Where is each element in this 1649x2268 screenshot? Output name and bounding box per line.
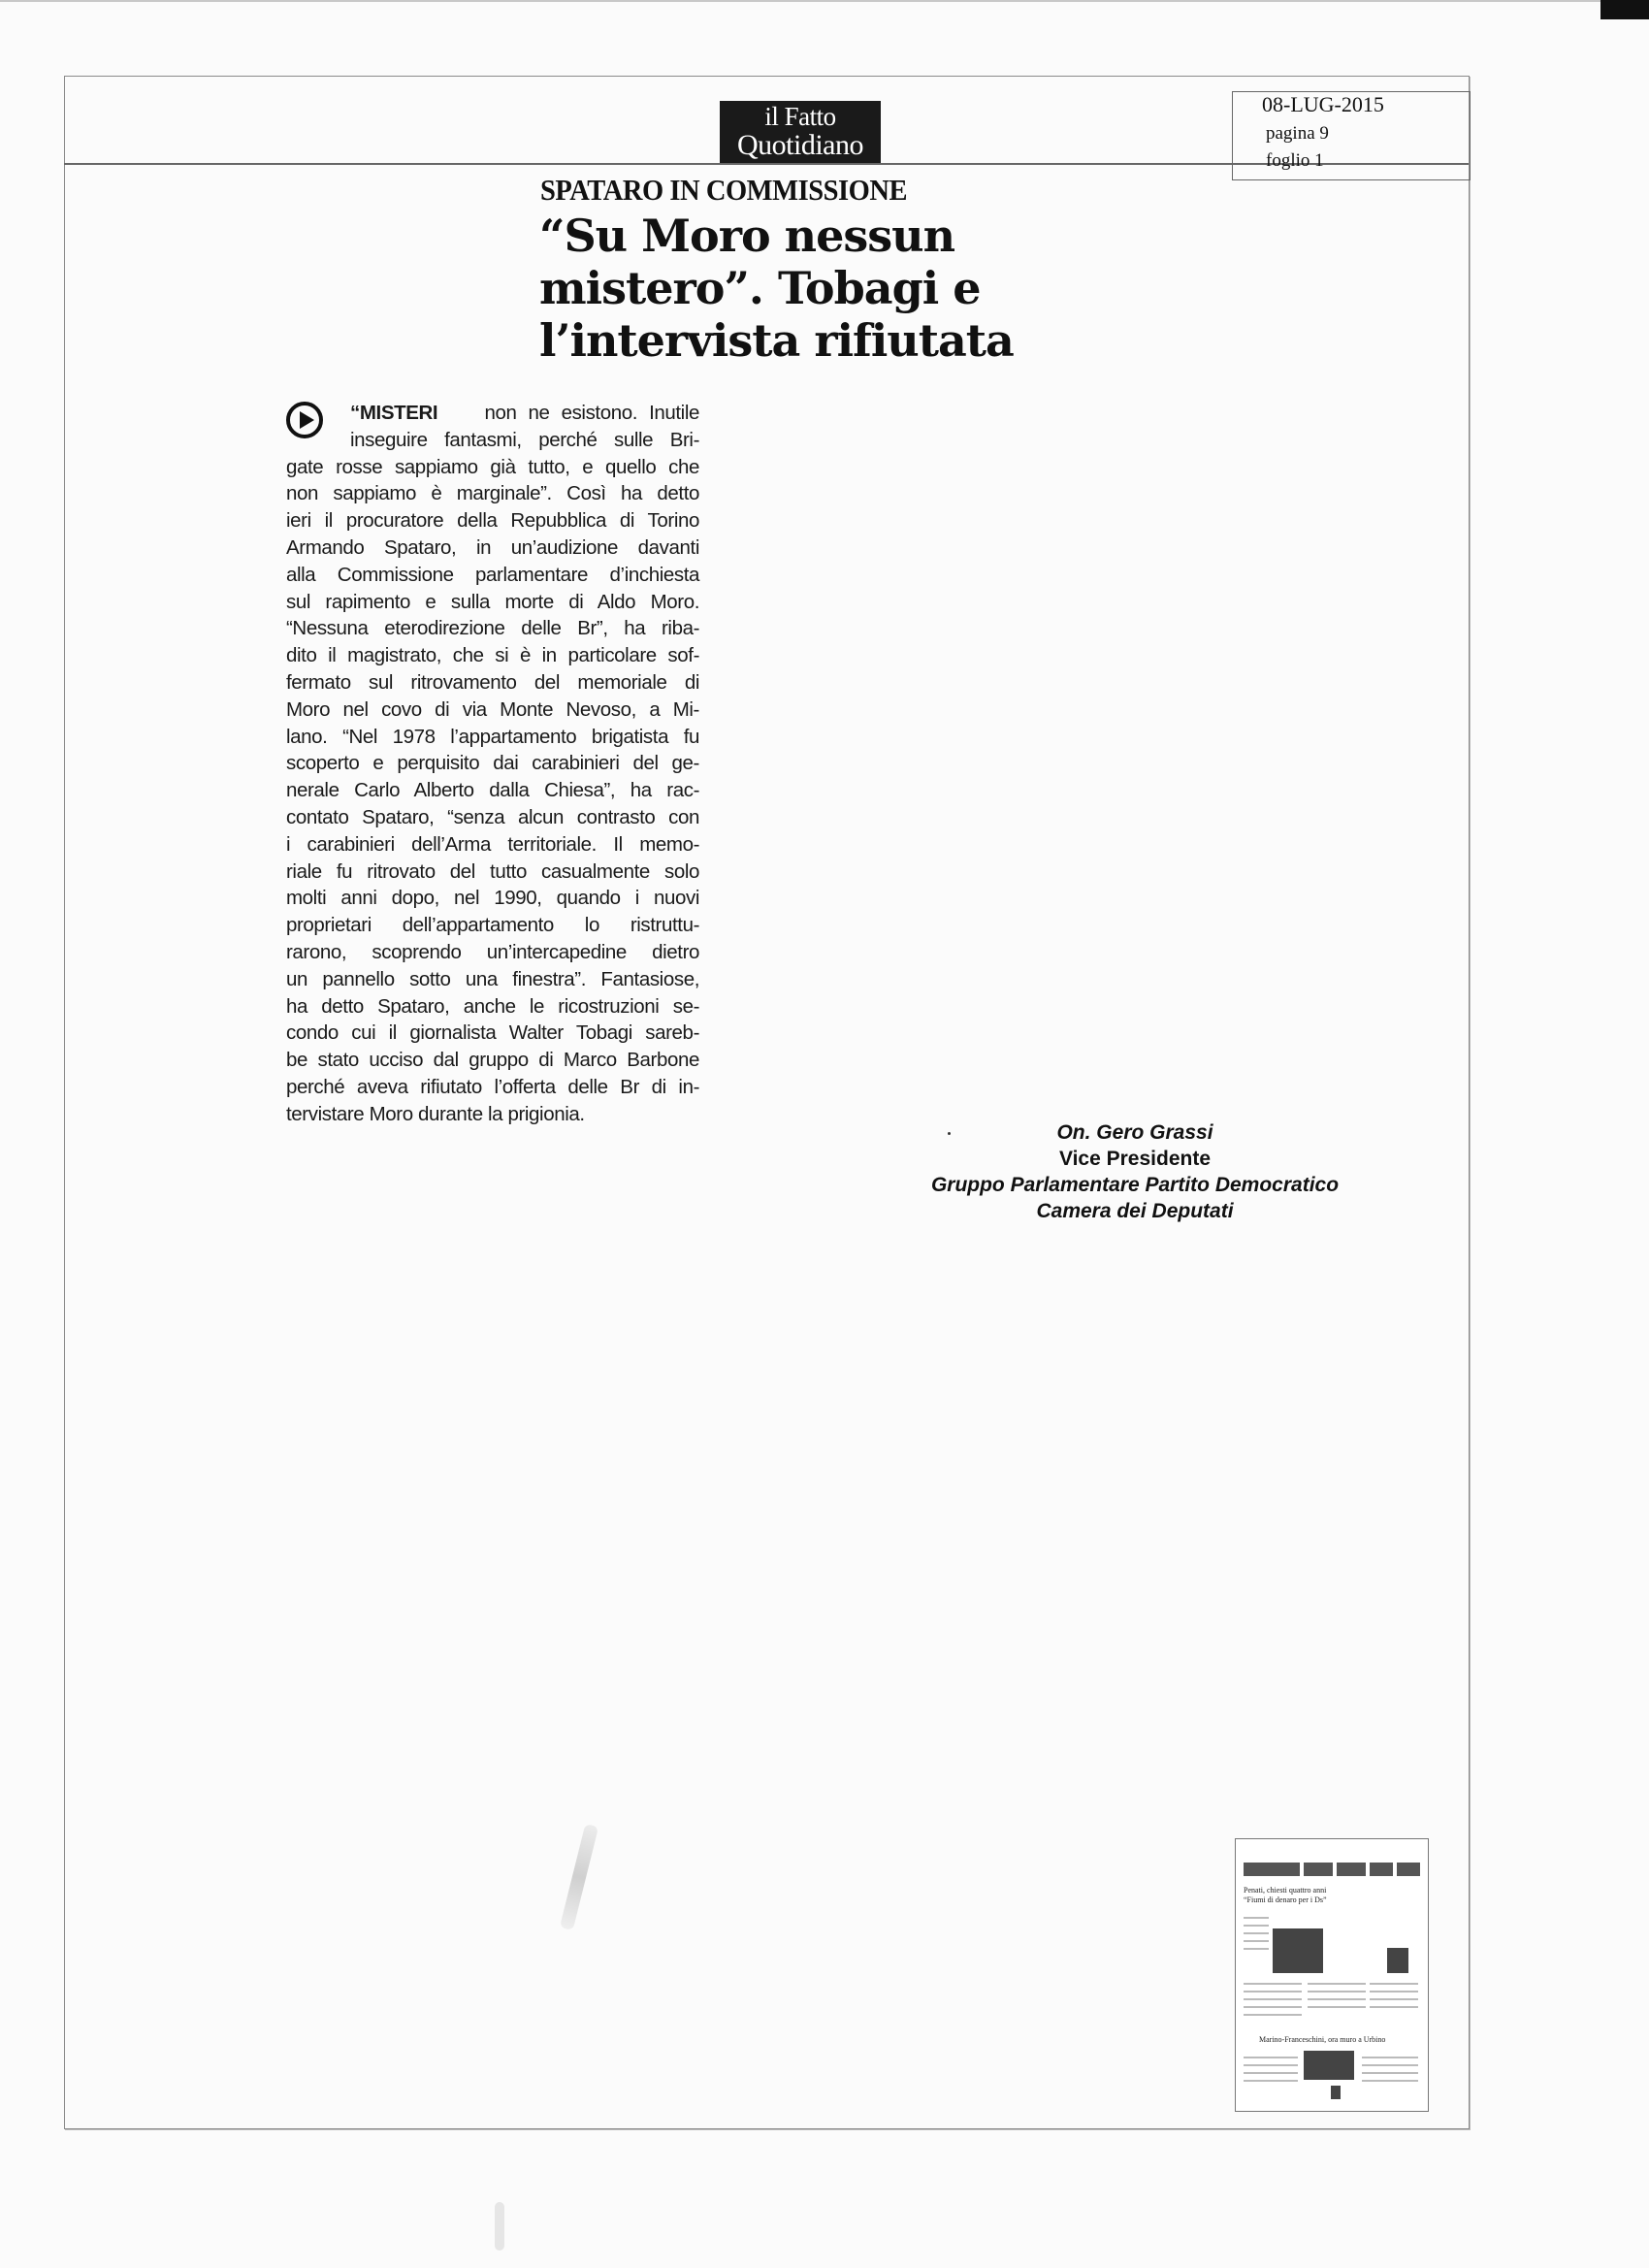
headline-line: mistero”. Tobagi e bbox=[539, 262, 981, 314]
signature-role: Vice Presidente bbox=[1058, 1148, 1212, 1170]
page-thumbnail bbox=[1235, 1838, 1429, 2112]
thumb-text-line bbox=[1370, 2006, 1418, 2008]
thumb-text-line bbox=[1308, 1991, 1366, 1993]
thumb-text-line bbox=[1244, 2072, 1298, 2074]
scan-smudge bbox=[495, 2202, 504, 2251]
thumb-text-line bbox=[1244, 2057, 1298, 2058]
article-line: riale fu ritrovato del tutto casualmente solo bbox=[286, 859, 699, 883]
thumb-text-line bbox=[1362, 2072, 1418, 2074]
logo-line-1: il Fatto bbox=[764, 102, 836, 131]
clipping-frame bbox=[64, 76, 1470, 2129]
thumb-text-line bbox=[1244, 2006, 1302, 2008]
headline-line: “Su Moro nessun bbox=[539, 210, 955, 262]
article-headline bbox=[539, 210, 1083, 367]
article-line: rarono, scoprendo un’intercapedine dietro bbox=[286, 940, 699, 963]
thumb-text-line bbox=[1362, 2080, 1418, 2082]
clipping-date: 08-LUG-2015 bbox=[1262, 92, 1384, 116]
thumb-text-line bbox=[1370, 1991, 1418, 1993]
thumb-headline: Penati, chiesti quattro anni bbox=[1244, 1886, 1327, 1895]
article-line: gate rosse sappiamo già tutto, e quello che bbox=[286, 455, 699, 478]
play-icon bbox=[286, 402, 323, 438]
thumb-text-line bbox=[1244, 1948, 1269, 1950]
lead-word: “MISTERI bbox=[350, 402, 438, 424]
article-line: ieri il procuratore della Repubblica di Torino bbox=[286, 509, 699, 533]
thumb-text-line bbox=[1244, 1925, 1269, 1927]
thumb-masthead-block bbox=[1397, 1863, 1420, 1876]
article-line: condo cui il giornalista Walter Tobagi sareb- bbox=[286, 1021, 699, 1045]
article-line: sul rapimento e sulla morte di Aldo Moro. bbox=[286, 590, 699, 613]
thumb-headline: Marino-Franceschini, ora muro a Urbino bbox=[1259, 2035, 1386, 2044]
thumb-text-line bbox=[1244, 1983, 1302, 1985]
thumb-text-line bbox=[1362, 2064, 1418, 2066]
article-kicker: SPATARO IN COMMISSIONE bbox=[540, 173, 908, 207]
article-line: Moro nel covo di via Monte Nevoso, a Mi- bbox=[286, 697, 699, 721]
logo-line-2: Quotidiano bbox=[737, 129, 863, 161]
article-line: “Nessuna eterodirezione delle Br”, ha riba- bbox=[286, 617, 699, 640]
article-line: molti anni dopo, nel 1990, quando i nuovi bbox=[286, 887, 699, 910]
thumb-text-line bbox=[1244, 2080, 1298, 2082]
article-line-text: non ne esistono. Inutile bbox=[484, 402, 699, 424]
thumb-masthead-block bbox=[1304, 1863, 1333, 1876]
thumb-photo bbox=[1304, 2051, 1354, 2080]
article-line bbox=[286, 400, 699, 427]
article-line: nerale Carlo Alberto dalla Chiesa”, ha rac- bbox=[286, 779, 699, 802]
thumb-text-line bbox=[1308, 1983, 1366, 1985]
thumb-text-line bbox=[1244, 1917, 1269, 1919]
article-line: scoperto e perquisito dai carabinieri del ge- bbox=[286, 752, 699, 775]
article-line: proprietari dell’appartamento lo ristruttu- bbox=[286, 914, 699, 937]
scan-corner-mark bbox=[1600, 0, 1649, 19]
article-line: lano. “Nel 1978 l’appartamento brigatista fu bbox=[286, 725, 699, 748]
thumb-photo bbox=[1387, 1948, 1408, 1973]
signature-group: Gruppo Parlamentare Partito Democratico bbox=[930, 1174, 1340, 1196]
article-line: un pannello sotto una finestra”. Fantasiose, bbox=[286, 967, 699, 990]
thumb-text-line bbox=[1244, 2064, 1298, 2066]
thumb-text-line bbox=[1244, 1940, 1269, 1942]
signature-stamp bbox=[815, 1119, 1455, 1224]
article-line: dito il magistrato, che si è in particolare sof- bbox=[286, 644, 699, 667]
article-line: be stato ucciso dal gruppo di Marco Barbone bbox=[286, 1049, 699, 1072]
clipping-page: pagina 9 bbox=[1266, 123, 1329, 144]
thumb-masthead-block bbox=[1244, 1863, 1300, 1876]
newspaper-logo bbox=[720, 101, 881, 163]
article-body bbox=[286, 400, 699, 1128]
article-line: i carabinieri dell’Arma territoriale. Il memo- bbox=[286, 832, 699, 856]
thumb-text-line bbox=[1370, 1983, 1418, 1985]
signature-chamber: Camera dei Deputati bbox=[1036, 1200, 1234, 1222]
signature-name: On. Gero Grassi bbox=[1056, 1121, 1213, 1144]
thumb-text-line bbox=[1308, 2006, 1366, 2008]
thumb-text-line bbox=[1244, 1991, 1302, 1993]
article-line: ha detto Spataro, anche le ricostruzioni se- bbox=[286, 994, 699, 1018]
clipping-metadata-box bbox=[1232, 91, 1471, 180]
thumb-text-line bbox=[1370, 1998, 1418, 2000]
article-line: inseguire fantasmi, perché sulle Bri- bbox=[350, 428, 699, 451]
article-line: non sappiamo è marginale”. Così ha detto bbox=[286, 482, 699, 505]
thumb-headline: “Fiumi di denaro per i Ds” bbox=[1244, 1895, 1327, 1904]
article-line: contato Spataro, “senza alcun contrasto con bbox=[286, 805, 699, 828]
article-line: Armando Spataro, in un’audizione davanti bbox=[286, 535, 699, 559]
thumb-masthead-block bbox=[1337, 1863, 1366, 1876]
article-line: perché aveva rifiutato l’offerta delle Br di in- bbox=[286, 1075, 699, 1098]
thumb-photo bbox=[1331, 2086, 1341, 2099]
thumb-masthead-block bbox=[1370, 1863, 1393, 1876]
headline-line: l’intervista rifiutata bbox=[539, 314, 1014, 367]
article-line: tervistare Moro durante la prigionia. bbox=[286, 1102, 585, 1125]
thumb-text-line bbox=[1244, 2014, 1302, 2016]
thumb-text-line bbox=[1244, 1998, 1302, 2000]
thumb-photo bbox=[1273, 1928, 1323, 1973]
thumb-text-line bbox=[1308, 1998, 1366, 2000]
clipping-sheet: foglio 1 bbox=[1266, 150, 1324, 171]
scan-top-edge bbox=[0, 0, 1610, 2]
thumb-text-line bbox=[1244, 1932, 1269, 1934]
article-line: fermato sul ritrovamento del memoriale di bbox=[286, 670, 699, 694]
thumb-text-line bbox=[1362, 2057, 1418, 2058]
article-line: alla Commissione parlamentare d’inchiesta bbox=[286, 563, 699, 586]
